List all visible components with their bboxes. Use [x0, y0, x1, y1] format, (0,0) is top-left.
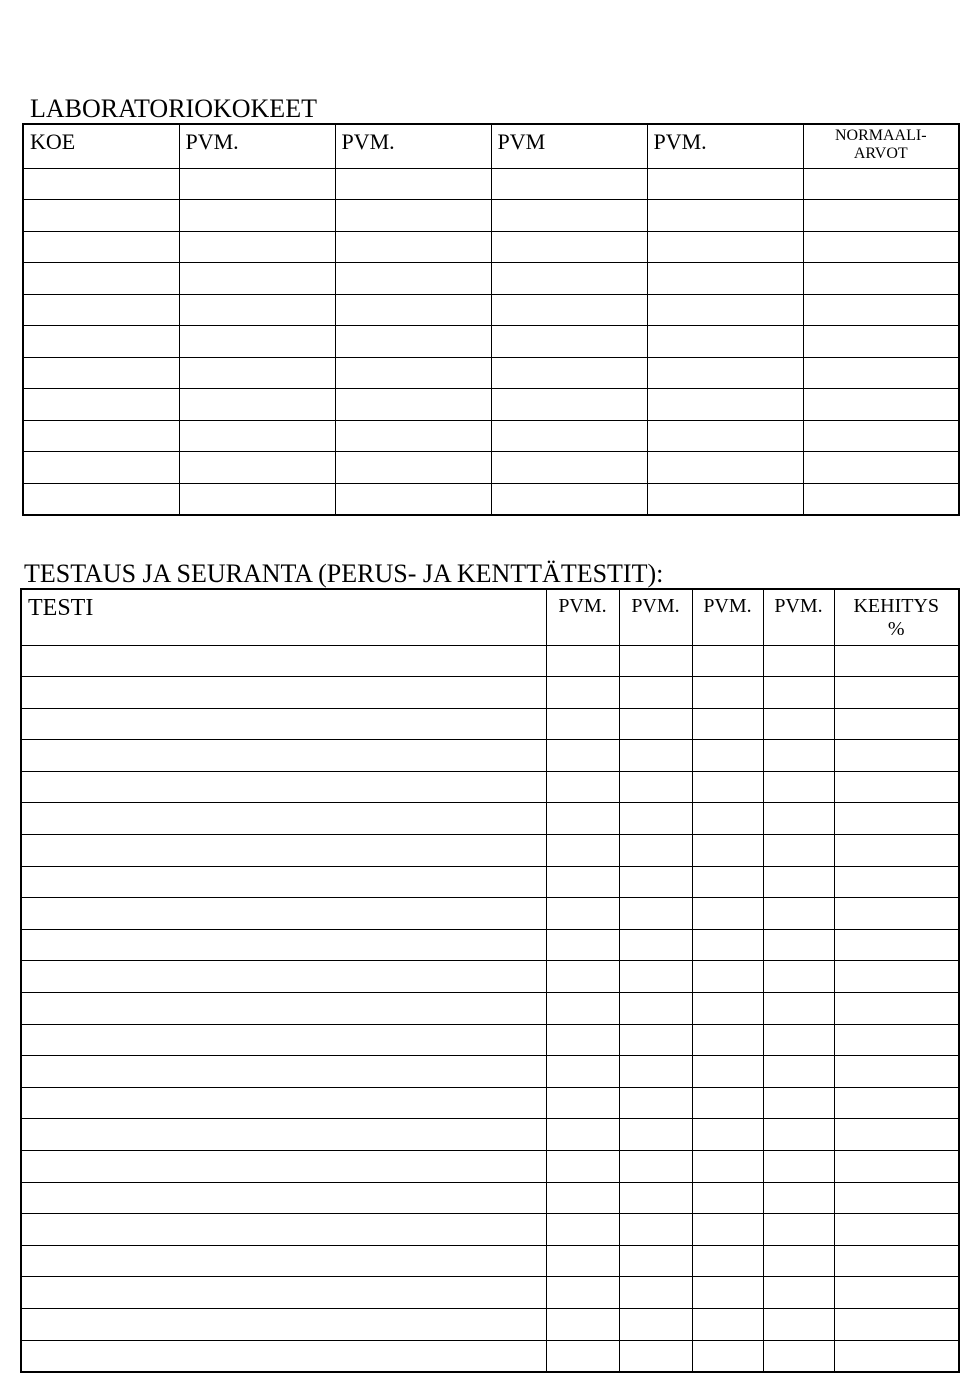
table-row [21, 1151, 959, 1183]
empty-cell[interactable] [546, 1214, 619, 1246]
column-header-date-1: PVM. [546, 589, 619, 645]
empty-cell[interactable] [619, 1340, 692, 1372]
empty-cell[interactable] [619, 1308, 692, 1340]
empty-cell[interactable] [619, 1024, 692, 1056]
empty-cell[interactable] [803, 326, 959, 358]
empty-cell[interactable] [546, 1245, 619, 1277]
empty-cell[interactable] [179, 294, 335, 326]
empty-cell[interactable] [21, 929, 546, 961]
empty-cell[interactable] [692, 1024, 763, 1056]
table-header-row [21, 589, 959, 645]
empty-cell[interactable] [763, 803, 834, 835]
empty-cell[interactable] [546, 1024, 619, 1056]
empty-cell[interactable] [23, 168, 179, 200]
empty-cell[interactable] [692, 1214, 763, 1246]
empty-cell[interactable] [619, 1151, 692, 1183]
column-header-testi: TESTI [21, 589, 546, 645]
empty-cell[interactable] [803, 294, 959, 326]
empty-cell[interactable] [335, 231, 491, 263]
empty-cell[interactable] [21, 771, 546, 803]
empty-cell[interactable] [21, 1340, 546, 1372]
empty-cell[interactable] [491, 200, 647, 232]
empty-cell[interactable] [647, 357, 803, 389]
empty-cell[interactable] [546, 1119, 619, 1151]
empty-cell[interactable] [647, 483, 803, 515]
empty-cell[interactable] [179, 452, 335, 484]
empty-cell[interactable] [546, 898, 619, 930]
empty-cell[interactable] [21, 708, 546, 740]
column-header-date-4: PVM. [763, 589, 834, 645]
empty-cell[interactable] [834, 1308, 959, 1340]
empty-cell[interactable] [619, 898, 692, 930]
empty-cell[interactable] [647, 420, 803, 452]
empty-cell[interactable] [692, 803, 763, 835]
empty-cell[interactable] [619, 740, 692, 772]
empty-cell[interactable] [834, 1182, 959, 1214]
table-row [23, 294, 959, 326]
empty-cell[interactable] [491, 483, 647, 515]
empty-cell[interactable] [21, 835, 546, 867]
empty-cell[interactable] [619, 1119, 692, 1151]
column-header-date-3: PVM [491, 124, 647, 168]
empty-cell[interactable] [763, 961, 834, 993]
empty-cell[interactable] [491, 294, 647, 326]
empty-cell[interactable] [763, 866, 834, 898]
empty-cell[interactable] [803, 483, 959, 515]
table-row [21, 1056, 959, 1088]
empty-cell[interactable] [546, 677, 619, 709]
empty-cell[interactable] [335, 483, 491, 515]
empty-cell[interactable] [834, 708, 959, 740]
empty-cell[interactable] [23, 326, 179, 358]
table-row [21, 866, 959, 898]
empty-cell[interactable] [21, 993, 546, 1025]
empty-cell[interactable] [803, 263, 959, 295]
laboratory-table-body [23, 168, 959, 515]
empty-cell[interactable] [692, 1308, 763, 1340]
empty-cell[interactable] [647, 389, 803, 421]
empty-cell[interactable] [546, 961, 619, 993]
empty-cell[interactable] [647, 231, 803, 263]
empty-cell[interactable] [834, 898, 959, 930]
empty-cell[interactable] [619, 771, 692, 803]
empty-cell[interactable] [763, 740, 834, 772]
table-row [21, 1277, 959, 1309]
column-header-date-2: PVM. [335, 124, 491, 168]
testing-section-title: TESTAUS JA SEURANTA (PERUS- JA KENTTÄTESTIT): [24, 559, 664, 588]
table-row [23, 357, 959, 389]
table-row [21, 708, 959, 740]
empty-cell[interactable] [763, 1119, 834, 1151]
empty-cell[interactable] [21, 1151, 546, 1183]
empty-cell[interactable] [692, 1245, 763, 1277]
empty-cell[interactable] [763, 645, 834, 677]
empty-cell[interactable] [179, 200, 335, 232]
empty-cell[interactable] [21, 740, 546, 772]
empty-cell[interactable] [546, 740, 619, 772]
column-header-progress-percent: KEHITYS % [834, 589, 959, 645]
empty-cell[interactable] [763, 1308, 834, 1340]
empty-cell[interactable] [692, 1087, 763, 1119]
empty-cell[interactable] [834, 803, 959, 835]
empty-cell[interactable] [692, 866, 763, 898]
table-row [21, 993, 959, 1025]
empty-cell[interactable] [491, 231, 647, 263]
table-row [21, 898, 959, 930]
empty-cell[interactable] [335, 326, 491, 358]
empty-cell[interactable] [763, 898, 834, 930]
empty-cell[interactable] [23, 294, 179, 326]
empty-cell[interactable] [21, 1214, 546, 1246]
empty-cell[interactable] [763, 929, 834, 961]
empty-cell[interactable] [21, 1182, 546, 1214]
empty-cell[interactable] [179, 263, 335, 295]
empty-cell[interactable] [546, 1340, 619, 1372]
empty-cell[interactable] [763, 1151, 834, 1183]
empty-cell[interactable] [21, 1277, 546, 1309]
empty-cell[interactable] [21, 803, 546, 835]
empty-cell[interactable] [763, 993, 834, 1025]
empty-cell[interactable] [23, 357, 179, 389]
table-row [21, 803, 959, 835]
empty-cell[interactable] [179, 231, 335, 263]
empty-cell[interactable] [834, 1214, 959, 1246]
empty-cell[interactable] [546, 645, 619, 677]
empty-cell[interactable] [335, 168, 491, 200]
empty-cell[interactable] [834, 1024, 959, 1056]
table-header-row [23, 124, 959, 168]
empty-cell[interactable] [834, 677, 959, 709]
empty-cell[interactable] [546, 1308, 619, 1340]
empty-cell[interactable] [21, 1087, 546, 1119]
empty-cell[interactable] [834, 740, 959, 772]
empty-cell[interactable] [546, 866, 619, 898]
table-row [21, 1214, 959, 1246]
empty-cell[interactable] [23, 200, 179, 232]
empty-cell[interactable] [491, 326, 647, 358]
empty-cell[interactable] [179, 326, 335, 358]
empty-cell[interactable] [21, 677, 546, 709]
empty-cell[interactable] [619, 961, 692, 993]
empty-cell[interactable] [692, 835, 763, 867]
empty-cell[interactable] [619, 645, 692, 677]
empty-cell[interactable] [335, 420, 491, 452]
column-header-date-4: PVM. [647, 124, 803, 168]
table-row [21, 1340, 959, 1372]
empty-cell[interactable] [803, 168, 959, 200]
table-row [21, 645, 959, 677]
laboratory-tests-table [22, 123, 960, 516]
empty-cell[interactable] [546, 771, 619, 803]
empty-cell[interactable] [834, 1277, 959, 1309]
empty-cell[interactable] [491, 263, 647, 295]
empty-cell[interactable] [763, 1024, 834, 1056]
table-row [21, 771, 959, 803]
empty-cell[interactable] [763, 1245, 834, 1277]
empty-cell[interactable] [546, 1182, 619, 1214]
table-row [21, 961, 959, 993]
empty-cell[interactable] [491, 357, 647, 389]
empty-cell[interactable] [647, 326, 803, 358]
empty-cell[interactable] [491, 168, 647, 200]
empty-cell[interactable] [21, 1119, 546, 1151]
empty-cell[interactable] [21, 645, 546, 677]
table-row [21, 1308, 959, 1340]
empty-cell[interactable] [692, 929, 763, 961]
table-row [21, 1182, 959, 1214]
empty-cell[interactable] [21, 961, 546, 993]
empty-cell[interactable] [763, 677, 834, 709]
empty-cell[interactable] [834, 1340, 959, 1372]
empty-cell[interactable] [546, 1151, 619, 1183]
empty-cell[interactable] [763, 1087, 834, 1119]
empty-cell[interactable] [335, 200, 491, 232]
empty-cell[interactable] [803, 420, 959, 452]
testing-table-body [21, 645, 959, 1372]
empty-cell[interactable] [619, 1245, 692, 1277]
empty-cell[interactable] [546, 803, 619, 835]
empty-cell[interactable] [834, 645, 959, 677]
empty-cell[interactable] [647, 294, 803, 326]
empty-cell[interactable] [692, 1182, 763, 1214]
empty-cell[interactable] [21, 1024, 546, 1056]
column-header-koe: KOE [23, 124, 179, 168]
table-row [23, 231, 959, 263]
table-row [21, 929, 959, 961]
empty-cell[interactable] [21, 866, 546, 898]
empty-cell[interactable] [619, 1182, 692, 1214]
column-header-normal-values: NORMAALI- ARVOT [803, 124, 959, 168]
laboratory-section-title: LABORATORIOKOKEET [30, 94, 317, 123]
empty-cell[interactable] [21, 1308, 546, 1340]
table-row [21, 1245, 959, 1277]
empty-cell[interactable] [834, 771, 959, 803]
table-row [21, 740, 959, 772]
empty-cell[interactable] [803, 389, 959, 421]
empty-cell[interactable] [763, 1340, 834, 1372]
empty-cell[interactable] [619, 708, 692, 740]
empty-cell[interactable] [834, 1119, 959, 1151]
empty-cell[interactable] [692, 645, 763, 677]
empty-cell[interactable] [763, 1182, 834, 1214]
empty-cell[interactable] [546, 835, 619, 867]
empty-cell[interactable] [692, 1056, 763, 1088]
empty-cell[interactable] [647, 452, 803, 484]
empty-cell[interactable] [546, 1056, 619, 1088]
empty-cell[interactable] [763, 1214, 834, 1246]
empty-cell[interactable] [619, 1087, 692, 1119]
empty-cell[interactable] [491, 452, 647, 484]
empty-cell[interactable] [692, 1119, 763, 1151]
empty-cell[interactable] [692, 1340, 763, 1372]
empty-cell[interactable] [692, 771, 763, 803]
empty-cell[interactable] [546, 929, 619, 961]
empty-cell[interactable] [834, 1151, 959, 1183]
table-row [21, 835, 959, 867]
empty-cell[interactable] [179, 483, 335, 515]
empty-cell[interactable] [834, 835, 959, 867]
empty-cell[interactable] [491, 389, 647, 421]
empty-cell[interactable] [619, 929, 692, 961]
testing-followup-table [20, 588, 960, 1373]
empty-cell[interactable] [692, 898, 763, 930]
empty-cell[interactable] [647, 168, 803, 200]
empty-cell[interactable] [23, 420, 179, 452]
empty-cell[interactable] [692, 708, 763, 740]
empty-cell[interactable] [619, 993, 692, 1025]
empty-cell[interactable] [23, 389, 179, 421]
empty-cell[interactable] [21, 898, 546, 930]
empty-cell[interactable] [335, 294, 491, 326]
empty-cell[interactable] [692, 740, 763, 772]
empty-cell[interactable] [619, 866, 692, 898]
table-row [21, 677, 959, 709]
column-header-date-3: PVM. [692, 589, 763, 645]
empty-cell[interactable] [23, 452, 179, 484]
empty-cell[interactable] [619, 1056, 692, 1088]
table-row [23, 326, 959, 358]
empty-cell[interactable] [619, 677, 692, 709]
empty-cell[interactable] [179, 357, 335, 389]
empty-cell[interactable] [619, 803, 692, 835]
empty-cell[interactable] [803, 231, 959, 263]
empty-cell[interactable] [546, 1277, 619, 1309]
empty-cell[interactable] [692, 1151, 763, 1183]
empty-cell[interactable] [692, 993, 763, 1025]
empty-cell[interactable] [619, 1214, 692, 1246]
empty-cell[interactable] [23, 483, 179, 515]
table-row [21, 1119, 959, 1151]
empty-cell[interactable] [803, 452, 959, 484]
empty-cell[interactable] [179, 168, 335, 200]
empty-cell[interactable] [23, 231, 179, 263]
empty-cell[interactable] [763, 1277, 834, 1309]
empty-cell[interactable] [619, 835, 692, 867]
empty-cell[interactable] [647, 200, 803, 232]
table-row [23, 452, 959, 484]
empty-cell[interactable] [834, 866, 959, 898]
empty-cell[interactable] [834, 1245, 959, 1277]
empty-cell[interactable] [335, 357, 491, 389]
empty-cell[interactable] [23, 263, 179, 295]
empty-cell[interactable] [546, 708, 619, 740]
table-row [23, 263, 959, 295]
column-header-date-1: PVM. [179, 124, 335, 168]
table-row [21, 1024, 959, 1056]
empty-cell[interactable] [335, 389, 491, 421]
empty-cell[interactable] [546, 1087, 619, 1119]
empty-cell[interactable] [692, 1277, 763, 1309]
empty-cell[interactable] [179, 389, 335, 421]
empty-cell[interactable] [692, 961, 763, 993]
table-row [23, 389, 959, 421]
column-header-date-2: PVM. [619, 589, 692, 645]
empty-cell[interactable] [763, 771, 834, 803]
empty-cell[interactable] [763, 1056, 834, 1088]
table-row [23, 168, 959, 200]
empty-cell[interactable] [179, 420, 335, 452]
empty-cell[interactable] [834, 1056, 959, 1088]
table-row [23, 200, 959, 232]
empty-cell[interactable] [647, 263, 803, 295]
empty-cell[interactable] [491, 420, 647, 452]
empty-cell[interactable] [834, 1087, 959, 1119]
empty-cell[interactable] [763, 835, 834, 867]
empty-cell[interactable] [834, 993, 959, 1025]
empty-cell[interactable] [335, 263, 491, 295]
empty-cell[interactable] [803, 200, 959, 232]
table-row [23, 420, 959, 452]
empty-cell[interactable] [21, 1245, 546, 1277]
empty-cell[interactable] [335, 452, 491, 484]
empty-cell[interactable] [619, 1277, 692, 1309]
empty-cell[interactable] [692, 677, 763, 709]
empty-cell[interactable] [803, 357, 959, 389]
empty-cell[interactable] [546, 993, 619, 1025]
table-row [21, 1087, 959, 1119]
empty-cell[interactable] [834, 961, 959, 993]
table-row [23, 483, 959, 515]
empty-cell[interactable] [763, 708, 834, 740]
empty-cell[interactable] [21, 1056, 546, 1088]
empty-cell[interactable] [834, 929, 959, 961]
